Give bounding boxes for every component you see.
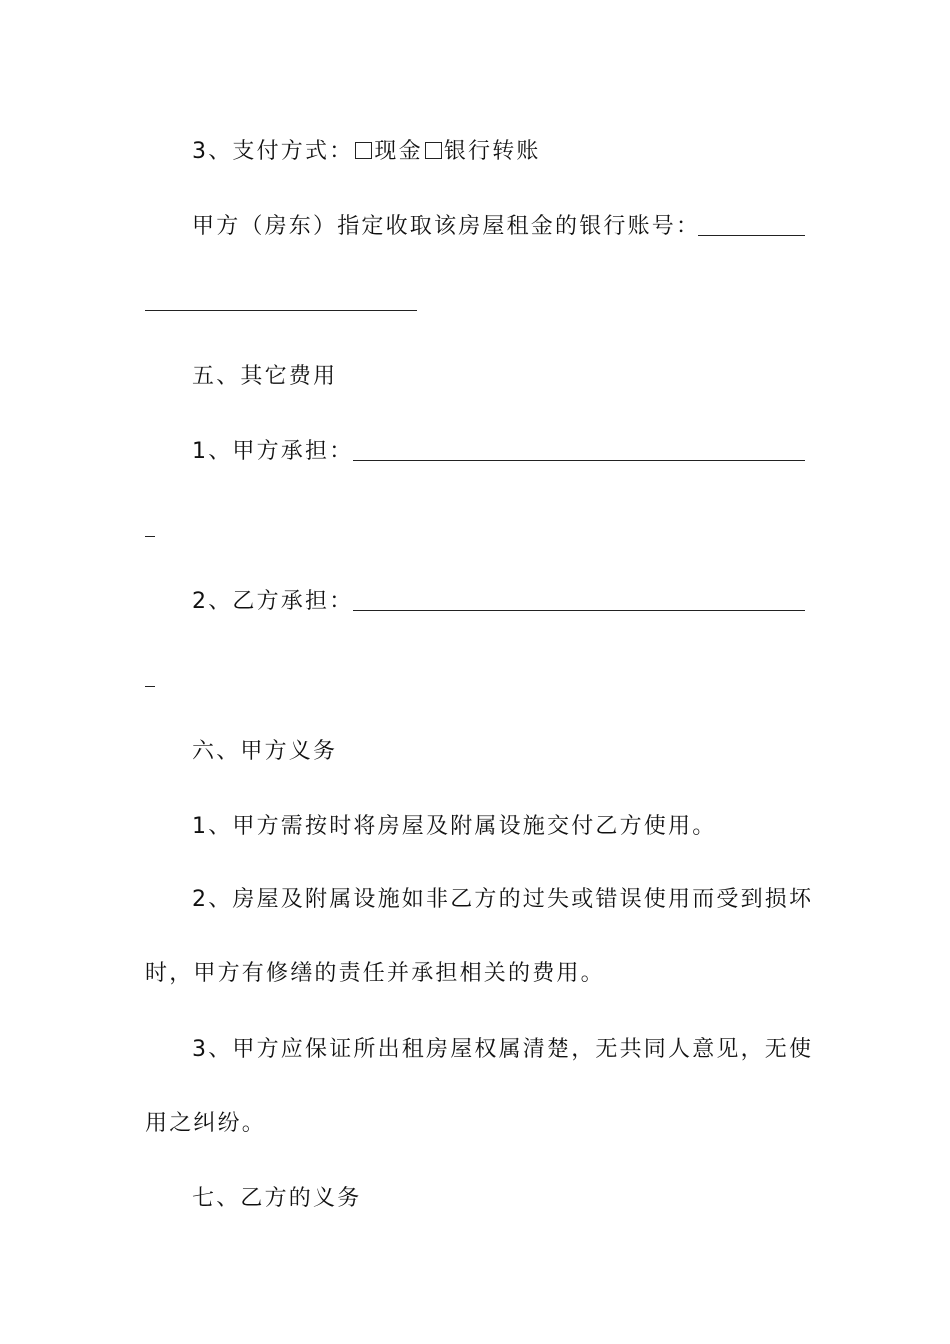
- section-7-title: 七、乙方的义务: [192, 1186, 362, 1211]
- fee-party-a-line: [192, 438, 353, 466]
- duty-3-line-2: 用之纠纷。: [145, 1111, 267, 1136]
- cash-checkbox[interactable]: [355, 142, 372, 159]
- fee-party-a-blank-continued[interactable]: [145, 536, 155, 537]
- payment-transfer-label: 银行转账: [443, 139, 541, 164]
- transfer-checkbox[interactable]: [425, 142, 442, 159]
- fee-party-b-blank[interactable]: [353, 610, 805, 611]
- payment-method-line: [192, 138, 541, 166]
- fee-party-b-line: [192, 588, 353, 616]
- bank-account-line: [192, 213, 700, 241]
- fee-party-a-blank[interactable]: [353, 460, 805, 461]
- bank-account-blank-continued[interactable]: [145, 310, 417, 311]
- duty-2-line-2: 时，甲方有修缮的责任并承担相关的费用。: [145, 961, 605, 986]
- duty-3-line-1: 3、甲方应保证所出租房屋权属清楚，无共同人意见，无使: [192, 1037, 814, 1062]
- payment-method-prefix: 3、支付方式：: [192, 139, 354, 164]
- bank-account-blank[interactable]: [698, 235, 805, 236]
- duty-1: 1、甲方需按时将房屋及附属设施交付乙方使用。: [192, 814, 717, 839]
- section-5-title: 五、其它费用: [192, 364, 338, 389]
- fee-party-a-label: 1、甲方承担：: [192, 439, 354, 464]
- fee-party-b-label: 2、乙方承担：: [192, 589, 354, 614]
- section-6-title: 六、甲方义务: [192, 739, 338, 764]
- payment-cash-label: 现金: [374, 139, 423, 164]
- duty-2-line-1: 2、房屋及附属设施如非乙方的过失或错误使用而受到损坏: [192, 887, 814, 912]
- fee-party-b-blank-continued[interactable]: [145, 686, 155, 687]
- bank-account-label: 甲方（房东）指定收取该房屋租金的银行账号：: [192, 214, 701, 239]
